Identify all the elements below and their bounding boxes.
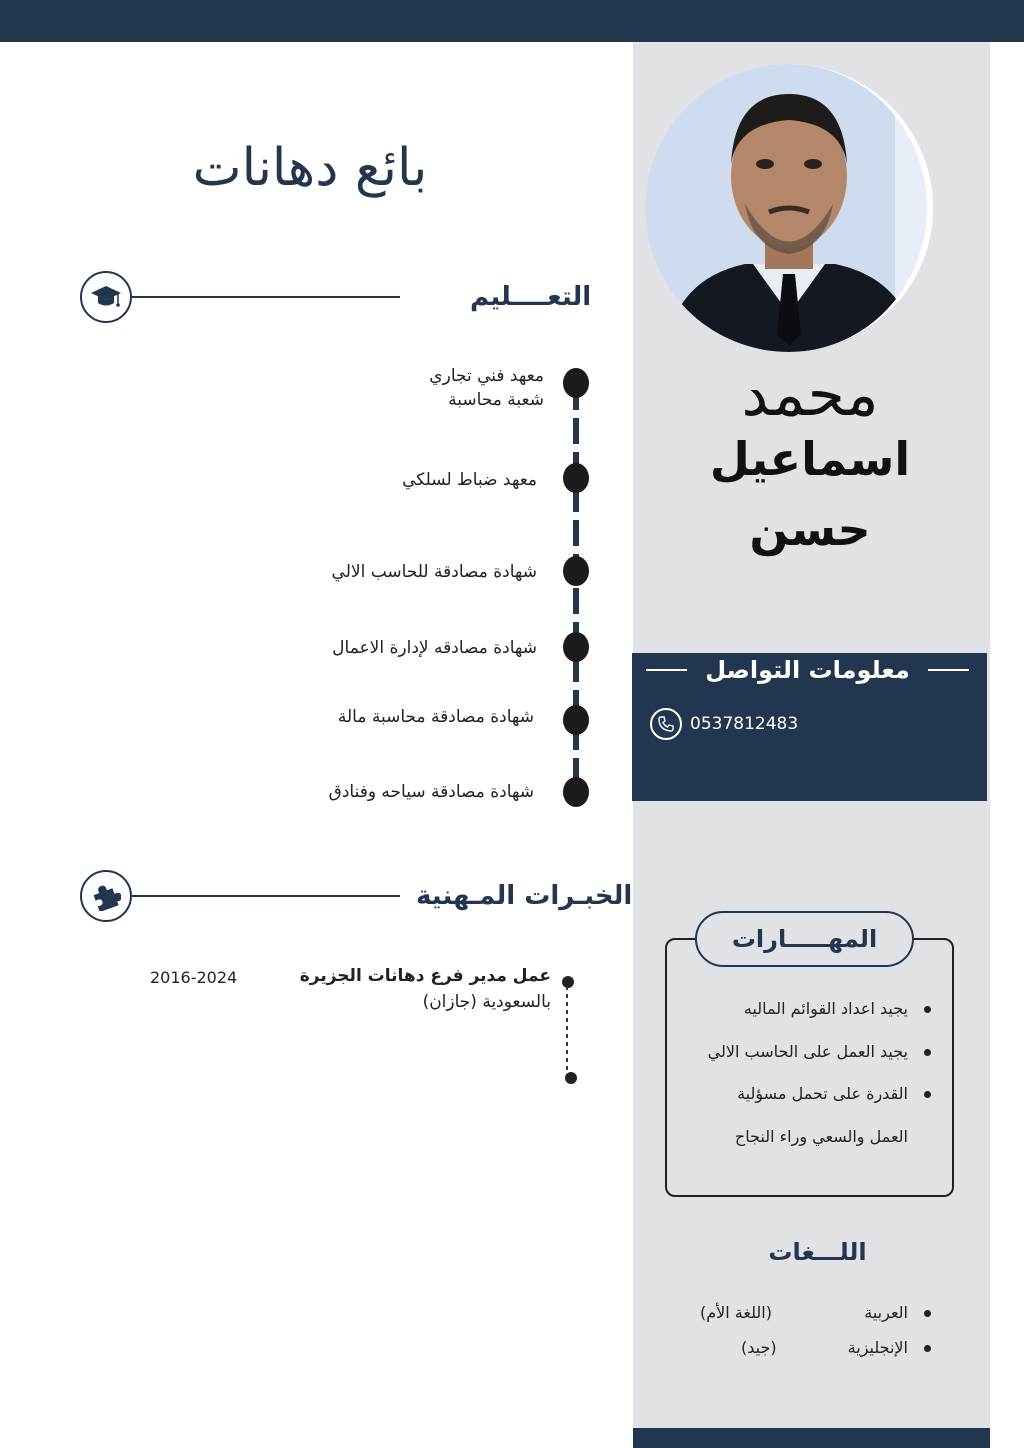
timeline-dot xyxy=(563,705,589,735)
timeline-dot xyxy=(563,777,589,807)
education-item-title: شهادة مصادقة سياحه وفنادق xyxy=(328,782,534,802)
experience-heading: الخبـرات المـهنية xyxy=(416,881,633,911)
experience-timeline xyxy=(566,986,568,1076)
experience-years: 2016-2024 xyxy=(150,968,238,987)
sidebar-bottom-bar xyxy=(633,1428,990,1448)
experience-heading-line xyxy=(132,895,400,897)
timeline-dot xyxy=(563,368,589,398)
language-name-text: العربية xyxy=(864,1303,908,1322)
education-item-title: معهد فني تجاري xyxy=(429,366,544,386)
experience-dot xyxy=(562,976,574,988)
phone-icon xyxy=(650,708,682,740)
experience-item xyxy=(300,966,551,1012)
timeline-dot xyxy=(563,556,589,586)
puzzle-icon xyxy=(80,870,132,922)
education-heading: التعــــليم xyxy=(470,282,592,312)
language-name-text: الإنجليزية xyxy=(847,1338,908,1357)
education-item-title: شهادة مصادقه لإدارة الاعمال xyxy=(332,638,537,658)
skill-item-continuation: العمل والسعي وراء النجاح xyxy=(734,1127,908,1146)
contact-heading-line xyxy=(646,669,687,671)
contact-heading-line xyxy=(928,669,969,671)
bullet xyxy=(924,1049,931,1056)
language-level: (جيد) xyxy=(741,1338,777,1357)
education-item-title: شهادة مصادقة للحاسب الالي xyxy=(331,562,537,582)
education-item xyxy=(329,780,534,804)
education-item-subtitle: شعبة محاسبة xyxy=(448,390,544,410)
top-bar xyxy=(0,0,1024,42)
bullet xyxy=(924,1345,931,1352)
education-item xyxy=(429,364,544,412)
middle-name: اسماعيل xyxy=(709,432,911,486)
education-heading-line xyxy=(132,296,400,298)
bullet xyxy=(924,1091,931,1098)
last-name: حسن xyxy=(749,502,871,556)
bullet xyxy=(924,1006,931,1013)
experience-heading-row xyxy=(80,870,632,922)
contact-heading-row xyxy=(640,656,975,684)
skill-text: يجيد اعداد القوائم الماليه xyxy=(743,999,908,1018)
graduation-cap-icon xyxy=(80,271,132,323)
skill-item xyxy=(708,1042,931,1061)
photo-ring-accent xyxy=(645,64,933,352)
skill-item xyxy=(744,999,931,1018)
phone-row xyxy=(650,708,798,740)
skills-heading: المهـــــارات xyxy=(695,911,914,967)
language-name xyxy=(864,1303,931,1322)
skill-text: القدرة على تحمل مسؤلية xyxy=(737,1084,908,1103)
education-item xyxy=(338,705,534,729)
language-level: (اللغة الأم) xyxy=(700,1303,772,1322)
first-name: محمد xyxy=(741,360,879,430)
skill-item xyxy=(737,1084,931,1103)
phone-number[interactable]: 0537812483 xyxy=(690,714,799,734)
education-item xyxy=(332,560,537,584)
education-item-title: شهادة مصادقة محاسبة مالة xyxy=(337,707,534,727)
timeline-dot xyxy=(563,463,589,493)
contact-heading: معلومات التواصل xyxy=(705,656,910,684)
bullet xyxy=(924,1310,931,1317)
job-title: بائع دهانات xyxy=(192,138,428,198)
languages-heading: اللـــغات xyxy=(768,1238,867,1266)
education-item xyxy=(402,468,537,492)
experience-location: بالسعودية (جازان) xyxy=(422,992,551,1012)
skill-text: يجيد العمل على الحاسب الالي xyxy=(707,1042,908,1061)
education-heading-row xyxy=(80,271,591,323)
timeline-dot xyxy=(563,632,589,662)
skills-panel xyxy=(665,938,954,1197)
education-item-title: معهد ضباط لسلكي xyxy=(402,470,537,490)
language-name xyxy=(848,1338,931,1357)
experience-dot xyxy=(565,1072,577,1084)
experience-title: عمل مدير فرع دهانات الجزيرة xyxy=(299,966,551,986)
education-item xyxy=(332,636,537,660)
